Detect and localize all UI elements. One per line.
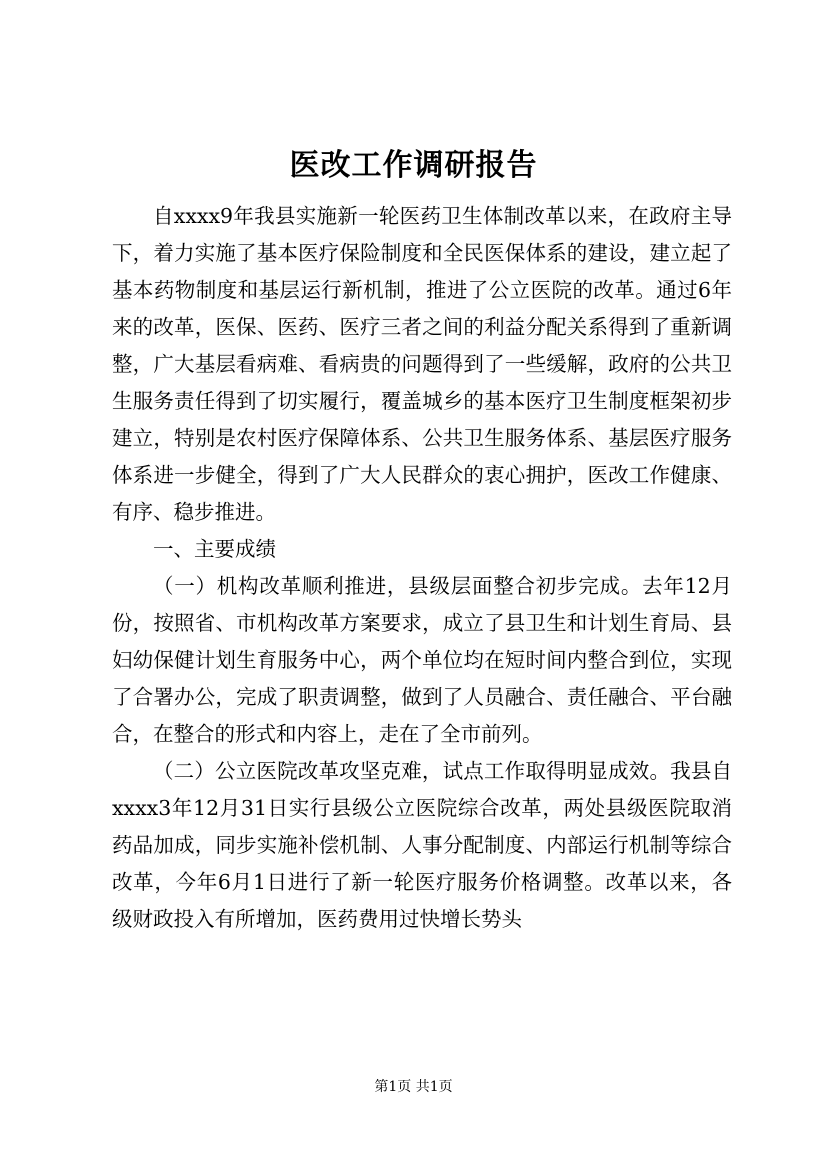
document-title: 医改工作调研报告 xyxy=(289,148,538,183)
document-body xyxy=(112,198,732,938)
paragraph-institutional-reform: （一）机构改革顺利推进，县级层面整合初步完成。去年12月份，按照省、市机构改革方案要求，成立了县卫生和计划生育局、县妇幼保健计划生育服务中心，两个单位均在短时间内整合到位，实现了合署办公，完成了职责调整，做到了人员融合、责任融合、平台融合，在整合的形式和内容上，走在了全市前列。 xyxy=(112,574,732,746)
section-heading-main-achievements: 一、主要成绩 xyxy=(153,537,276,561)
paragraph-intro: 自xxxx9年我县实施新一轮医药卫生体制改革以来，在政府主导下，着力实施了基本医疗保险制度和全民医保体系的建设，建立起了基本药物制度和基层运行新机制，推进了公立医院的改革。通过6年来的改革，医保、医药、医疗三者之间的利益分配关系得到了重新调整，广大基层看病难、看病贵的问题得到了一些缓解，政府的公共卫生服务责任得到了切实履行，覆盖城乡的基本医疗卫生制度框架初步建立，特别是农村医疗保障体系、公共卫生服务体系、基层医疗服务体系进一步健全，得到了广大人民群众的衷心拥护，医改工作健康、有序、稳步推进。 xyxy=(112,204,732,524)
page-footer: 第1页 共1页 xyxy=(374,1079,453,1095)
paragraph-public-hospital-reform: （二）公立医院改革攻坚克难，试点工作取得明显成效。我县自xxxx3年12月31日实行县级公立医院综合改革，两处县级医院取消药品加成，同步实施补偿机制、人事分配制度、内部运行机制等综合改革，今年6月1日进行了新一轮医疗服务价格调整。改革以来，各级财政投入有所增加，医药费用过快增长势头 xyxy=(112,759,732,931)
